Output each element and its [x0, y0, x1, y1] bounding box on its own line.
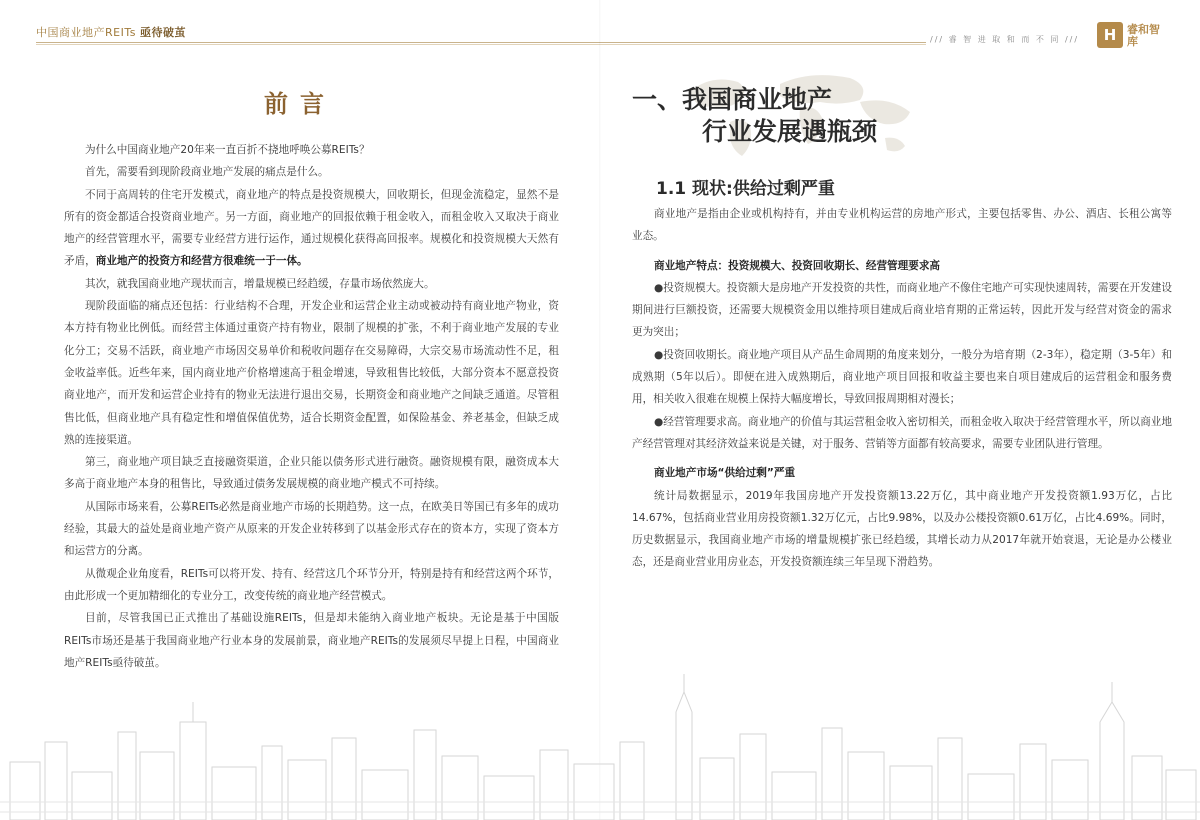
section-body: [632, 203, 1172, 574]
preface-paragraph: [64, 563, 559, 608]
body-paragraph: ●投资规模大。投资额大是房地产开发投资的共性，而商业地产不像住宅地产可实现快速周转，需要在开发建设期间进行巨额投资，还需要大规模资金用以维持项目建成后商业培育期的正常运转，因此开发与经营对资金的需求更为突出；: [632, 281, 1172, 339]
city-skyline-illustration: [0, 672, 1200, 820]
paragraph-text: 第三，商业地产项目缺乏直接融资渠道，企业只能以债务形式进行融资。融资规模有限，融资成本大多高于商业地产本身的租售比，导致通过债务发展规模的商业地产模式不可持续。: [64, 456, 559, 491]
subheading: 商业地产特点：投资规模大、投资回收期长、经营管理要求高: [654, 259, 941, 272]
body-paragraph: 商业地产是指由企业或机构持有，并由专业机构运营的房地产形式，主要包括零售、办公、酒店、长租公寓等业态。: [632, 208, 1172, 243]
body-paragraph: ●经营管理要求高。商业地产的价值与其运营租金收入密切相关，而租金收入取决于经营管理水平，所以商业地产经营管理对其经济效益来说是关键，对于服务、营销等方面都有较高要求，需要专业团队进行管理。: [632, 415, 1172, 450]
logo-icon: H: [1097, 22, 1123, 48]
section-title: 1.1 现状:供给过剩严重: [656, 179, 835, 199]
running-header-prefix: 中国商业地产REITs: [36, 26, 136, 39]
body-paragraph: ●投资回收期长。商业地产项目从产品生命周期的角度来划分，一般分为培育期（2-3年），稳定期（3-5年）和成熟期（5年以后）。即便在进入成熟期后，商业地产项目回报和收益主要也来自项目建成后的运营租金和服务费用，相关收入很难在规模上保持大幅度增长，导致回报周期相对漫长；: [632, 348, 1172, 406]
subheading: 商业地产市场“供给过剩”严重: [654, 467, 796, 480]
header-motto: /// 睿 智 进 取 和 而 不 同 ///: [930, 35, 1080, 44]
preface-paragraph: [64, 161, 559, 183]
preface-paragraph: [64, 295, 559, 451]
paragraph-text: 目前，尽管我国已正式推出了基础设施REITs，但是却未能纳入商业地产板块。无论是基于中国版REITs市场还是基于我国商业地产行业本身的发展前景，商业地产REITs的发展须尽早提上日程，中国商业地产REITs亟待破茧。: [64, 612, 559, 669]
preface-paragraph: [64, 273, 559, 295]
body-paragraph: 统计局数据显示，2019年我国房地产开发投资额13.22万亿，其中商业地产开发投资额1.93万亿，占比14.67%，包括商业营业用房投资额1.32万亿元，占比9.98%，以及办公楼投资额0.61万亿，占比4.69%。同时，历史数据显示，我国商业地产市场的增量规模扩张已经趋缓，其增长动力从2017年就开始衰退，无论是办公楼业态，还是商业营业用房业态，开发投资额连续三年呈现下滑趋势。: [632, 489, 1172, 569]
paragraph-text: 从微观企业角度看，REITs可以将开发、持有、经营这几个环节分开，特别是持有和经营这两个环节，由此形成一个更加精细化的专业分工，改变传统的商业地产经营模式。: [64, 567, 559, 602]
preface-paragraph: [64, 184, 559, 273]
chapter-title-line2: 行业发展遇瓶颈: [702, 117, 878, 146]
paragraph-text: 从国际市场来看，公募REITs必然是商业地产市场的长期趋势。这一点，在欧美日等国已有多年的成功经验，其最大的益处是商业地产资产从原来的开发企业转移到了以基金形式存在的资本方，实现了资本方和运营方的分离。: [64, 500, 559, 558]
preface-body: [64, 139, 559, 674]
paragraph-text: 现阶段面临的痛点还包括：行业结构不合理，开发企业和运营企业主动或被动持有商业地产物业，资本方持有物业比例低。而经营主体通过重资产持有物业，限制了规模的扩张，不利于商业地产发展的专业化分工；交易不活跃，商业地产市场因交易单价和税收问题存在交易障碍，大宗交易市场流动性不足，租金收益率低。近些年来，国内商业地产价格增速高于租金增速，导致租售比较低，大部分资本不愿意投资商业地产，而开发和运营企业持有的物业无法进行退出交易，长期资金和商业地产之间缺乏通道。尽管租售比低，但商业地产具有稳定性和增值保值优势，适合长期资金配置，如保险基金、养老基金，但缺乏成熟的连接渠道。: [64, 300, 559, 446]
running-header-suffix: 亟待破茧: [139, 26, 186, 39]
logo-name: 睿和智库: [1127, 23, 1160, 48]
paragraph-text: 不同于高周转的住宅开发模式，商业地产的特点是投资规模大，回收期长，但现金流稳定，显然不是所有的资金都适合投资商业地产。另一方面，商业地产的回报依赖于租金收入，而租金收入又取决于商业地产的经营管理水平，需要专业经营方进行运作，通过规模化获得高回报率。规模化和投资规模大天然有矛盾，: [64, 188, 559, 268]
preface-paragraph: [64, 496, 559, 563]
preface-paragraph: [64, 607, 559, 674]
chapter-title: [632, 84, 877, 148]
preface-paragraph: [64, 451, 559, 496]
paragraph-emphasis: 商业地产的投资方和经营方很难统一于一体。: [95, 255, 308, 268]
preface-paragraph: [64, 139, 559, 161]
paragraph-text: 其次，就我国商业地产现状而言，增量规模已经趋缓，存量市场依然庞大。: [85, 277, 435, 290]
preface-title: 前言: [264, 90, 336, 118]
chapter-title-line1: 一、我国商业地产: [632, 85, 833, 114]
paragraph-text: 为什么中国商业地产20年来一直百折不挠地呼唤公募REITs？: [85, 144, 370, 156]
paragraph-text: 首先，需要看到现阶段商业地产发展的痛点是什么。: [85, 166, 329, 179]
